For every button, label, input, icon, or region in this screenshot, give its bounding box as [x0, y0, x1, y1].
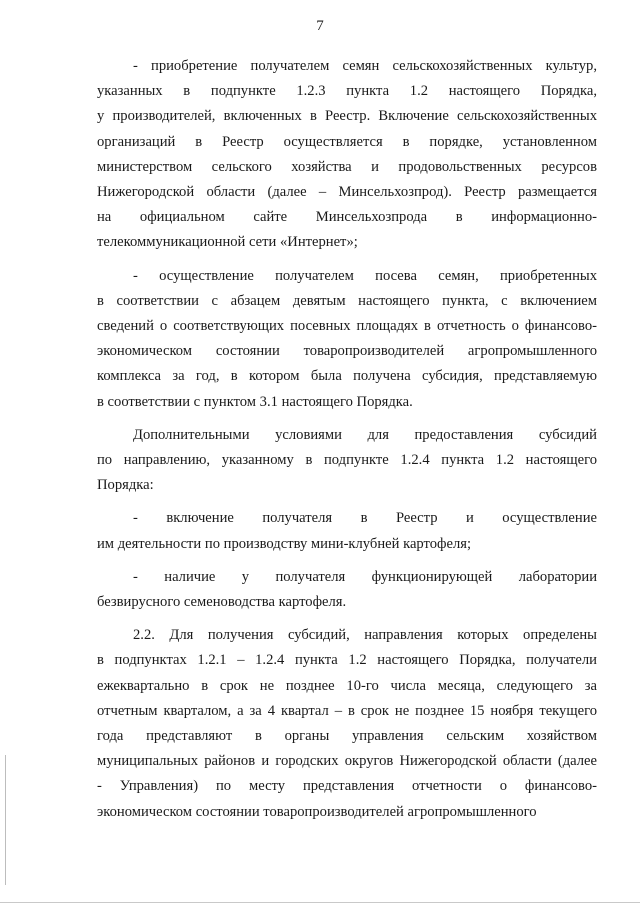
text-line: экономическом состоянии товаропроизводителей агропромышленного	[97, 343, 597, 360]
text-line: - наличие у получателя функционирующей лаборатории	[133, 568, 597, 585]
text-line: 2.2. Для получения субсидий, направления которых определены	[133, 627, 597, 644]
text-line: им деятельности по производству мини-клубней картофеля;	[97, 535, 471, 552]
text-line: отчетным кварталом, а за 4 квартал – в срок не позднее 15 ноября текущего	[97, 702, 597, 719]
text-line: указанных в подпункте 1.2.3 пункта 1.2 настоящего Порядка,	[97, 83, 597, 100]
text-line: организаций в Реестр осуществляется в порядке, установленном	[97, 133, 597, 150]
text-line: Дополнительными условиями для предоставления субсидий	[133, 426, 597, 443]
text-line: министерством сельского хозяйства и продовольственных ресурсов	[97, 158, 597, 175]
text-line: в соответствии с пунктом 3.1 настоящего Порядка.	[97, 393, 413, 410]
text-line: телекоммуникационной сети «Интернет»;	[97, 234, 358, 251]
paragraph	[97, 54, 597, 256]
text-line: - включение получателя в Реестр и осуществление	[133, 510, 597, 527]
text-line: на официальном сайте Минсельхозпрода в информационно-	[97, 209, 597, 226]
scan-edge-line	[5, 755, 6, 885]
text-line: комплекса за год, в котором была получена субсидия, представляемую	[97, 368, 597, 385]
paragraph	[97, 623, 597, 825]
text-line: - приобретение получателем семян сельскохозяйственных культур,	[133, 58, 597, 74]
text-line: у производителей, включенных в Реестр. Включение сельскохозяйственных	[97, 108, 597, 125]
text-line: года представляют в органы управления сельским хозяйством	[97, 728, 597, 745]
paragraph	[97, 423, 597, 499]
text-line: экономическом состоянии товаропроизводителей агропромышленного	[97, 803, 537, 820]
text-line: по направлению, указанному в подпункте 1.2.4 пункта 1.2 настоящего	[97, 452, 597, 469]
text-line: сведений о соответствующих посевных площадях в отчетность о финансово-	[97, 318, 597, 335]
paragraph	[97, 506, 597, 556]
text-line: Порядка:	[97, 477, 154, 494]
text-line: в подпунктах 1.2.1 – 1.2.4 пункта 1.2 настоящего Порядка, получатели	[97, 652, 597, 669]
scan-bottom-line	[0, 902, 640, 903]
paragraph	[97, 264, 597, 415]
text-line: безвирусного семеноводства картофеля.	[97, 594, 347, 611]
text-line: ежеквартально в срок не позднее 10-го числа месяца, следующего за	[97, 677, 597, 694]
paragraph	[97, 565, 597, 615]
text-line: в соответствии с абзацем девятым настоящего пункта, с включением	[97, 292, 597, 309]
text-line: муниципальных районов и городских округов Нижегородской области (далее	[97, 753, 597, 770]
text-line: - осуществление получателем посева семян, приобретенных	[133, 267, 597, 284]
text-line: Нижегородской области (далее – Минсельхозпрод). Реестр размещается	[97, 184, 597, 201]
page-number: 7	[316, 18, 324, 34]
text-line: - Управления) по месту представления отчетности о финансово-	[97, 778, 597, 795]
document-body	[97, 54, 597, 833]
